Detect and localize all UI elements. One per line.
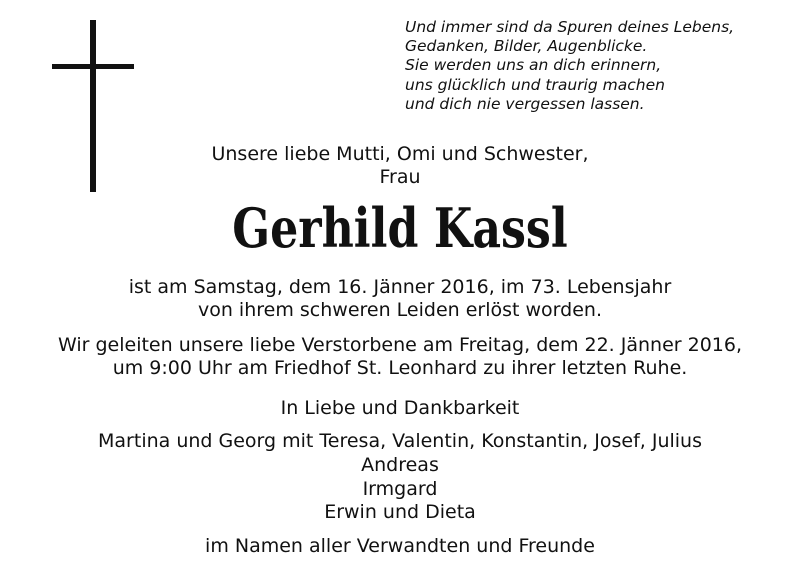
death-notice-line: ist am Samstag, dem 16. Jänner 2016, im 73. Lebensjahr (128, 276, 672, 298)
poem-line: Sie werden uns an dich erinnern, (405, 56, 662, 75)
poem-line: uns glücklich und traurig machen (405, 75, 665, 94)
mourners-closing: im Namen aller Verwandten und Freunde (205, 535, 595, 557)
intro-title: Frau (379, 166, 421, 188)
poem (405, 18, 785, 114)
mourners-name-line: Erwin und Dieta (324, 501, 476, 523)
death-notice-line: von ihrem schweren Leiden erlöst worden. (197, 299, 602, 321)
funeral-line: Wir geleiten unsere liebe Verstorbene am Freitag, dem 22. Jänner 2016, (57, 334, 743, 356)
poem-line: Gedanken, Bilder, Augenblicke. (405, 37, 648, 56)
poem-line: Und immer sind da Spuren deines Lebens, (405, 18, 735, 36)
mourners-name-line: Andreas (361, 454, 439, 476)
funeral-line: um 9:00 Uhr am Friedhof St. Leonhard zu ihrer letzten Ruhe. (112, 357, 688, 379)
mourners-name-line: Martina und Georg mit Teresa, Valentin, Konstantin, Josef, Julius (98, 430, 702, 452)
deceased-name: Gerhild Kassl (232, 196, 568, 260)
cross-horizontal-bar (52, 64, 134, 69)
mourners-heading: In Liebe und Dankbarkeit (280, 397, 520, 419)
intro-line: Unsere liebe Mutti, Omi und Schwester, (211, 143, 589, 165)
mourners-name-line: Irmgard (362, 478, 438, 500)
poem-line: und dich nie vergessen lassen. (405, 94, 645, 113)
